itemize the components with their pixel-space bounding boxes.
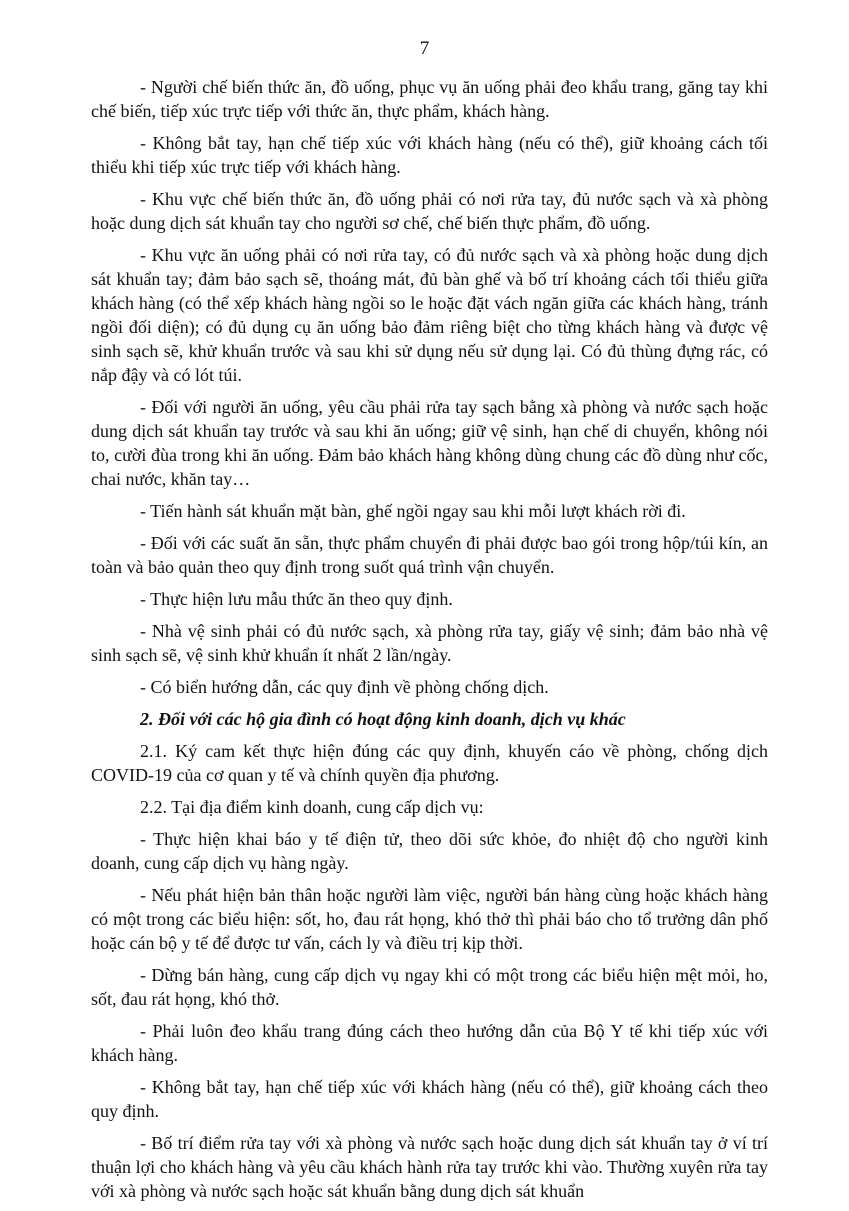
paragraph-2: - Không bắt tay, hạn chế tiếp xúc với khách hàng (nếu có thể), giữ khoảng cách tối thiểu khi tiếp xúc trực tiếp với khách hàng. [91,133,768,177]
paragraph-18: - Không bắt tay, hạn chế tiếp xúc với khách hàng (nếu có thể), giữ khoảng cách theo quy định. [91,1077,768,1121]
paragraph-19: - Bố trí điểm rửa tay với xà phòng và nước sạch hoặc dung dịch sát khuẩn tay ở ví trí thuận lợi cho khách hàng và yêu cầu khách hành rửa tay trước khi vào. Thường xuyên rửa tay với xà phòng và nước sạch hoặc sát khuẩn bằng dung dịch sát khuẩn [91,1133,768,1201]
paragraph-4: - Khu vực ăn uống phải có nơi rửa tay, có đủ nước sạch và xà phòng hoặc dung dịch sát khuẩn tay; đảm bảo sạch sẽ, thoáng mát, đủ bàn ghế và bố trí khoảng cách tối thiểu giữa khách hàng (có thể xếp khách hàng ngồi so le hoặc đặt vách ngăn giữa các khách hàng, tránh ngồi đối diện); có đủ dụng cụ ăn uống bảo đảm riêng biệt cho từng khách hàng và được vệ sinh sạch sẽ, khử khuẩn trước và sau khi sử dụng nếu sử dụng lại. Có đủ thùng đựng rác, có nắp đậy và có lót túi. [91,245,768,385]
paragraph-14: - Thực hiện khai báo y tế điện tử, theo dõi sức khỏe, đo nhiệt độ cho người kinh doanh, cung cấp dịch vụ hàng ngày. [91,829,768,873]
paragraph-1: - Người chế biến thức ăn, đồ uống, phục vụ ăn uống phải đeo khẩu trang, găng tay khi chế biến, tiếp xúc trực tiếp với thức ăn, thực phẩm, khách hàng. [91,77,768,121]
paragraph-8: - Thực hiện lưu mẫu thức ăn theo quy định. [140,589,453,609]
section-heading: 2. Đối với các hộ gia đình có hoạt động kinh doanh, dịch vụ khác [140,709,626,729]
paragraph-15: - Nếu phát hiện bản thân hoặc người làm việc, người bán hàng cùng hoặc khách hàng có một trong các biểu hiện: sốt, ho, đau rát họng, khó thở thì phải báo cho tổ trưởng dân phố hoặc cán bộ y tế để được tư vấn, cách ly và điều trị kịp thời. [91,885,768,953]
paragraph-17: - Phải luôn đeo khẩu trang đúng cách theo hướng dẫn của Bộ Y tế khi tiếp xúc với khách hàng. [91,1021,768,1065]
paragraph-3: - Khu vực chế biến thức ăn, đồ uống phải có nơi rửa tay, đủ nước sạch và xà phòng hoặc dung dịch sát khuẩn tay cho người sơ chế, chế biến thực phẩm, đồ uống. [91,189,768,233]
page-number: 7 [419,38,430,59]
paragraph-9: - Nhà vệ sinh phải có đủ nước sạch, xà phòng rửa tay, giấy vệ sinh; đảm bảo nhà vệ sinh sạch sẽ, vệ sinh khử khuẩn ít nhất 2 lần/ngày. [91,621,768,665]
paragraph-13: 2.2. Tại địa điểm kinh doanh, cung cấp dịch vụ: [140,797,484,817]
paragraph-7: - Đối với các suất ăn sẵn, thực phẩm chuyển đi phải được bao gói trong hộp/túi kín, an toàn và bảo quản theo quy định trong suốt quá trình vận chuyển. [91,533,768,577]
paragraph-16: - Dừng bán hàng, cung cấp dịch vụ ngay khi có một trong các biểu hiện mệt mỏi, ho, sốt, đau rát họng, khó thở. [91,965,768,1009]
paragraph-12: 2.1. Ký cam kết thực hiện đúng các quy định, khuyến cáo về phòng, chống dịch COVID-19 của cơ quan y tế và chính quyền địa phương. [91,741,768,785]
paragraph-6: - Tiến hành sát khuẩn mặt bàn, ghế ngồi ngay sau khi mỗi lượt khách rời đi. [140,501,686,521]
paragraph-5: - Đối với người ăn uống, yêu cầu phải rửa tay sạch bằng xà phòng và nước sạch hoặc dung dịch sát khuẩn tay trước và sau khi ăn uống; giữ vệ sinh, hạn chế di chuyển, không nói to, cười đùa trong khi ăn uống. Đảm bảo khách hàng không dùng chung các đồ dùng như cốc, chai nước, khăn tay… [91,397,768,489]
document-body [91,75,768,1211]
paragraph-10: - Có biển hướng dẫn, các quy định về phòng chống dịch. [140,677,549,697]
